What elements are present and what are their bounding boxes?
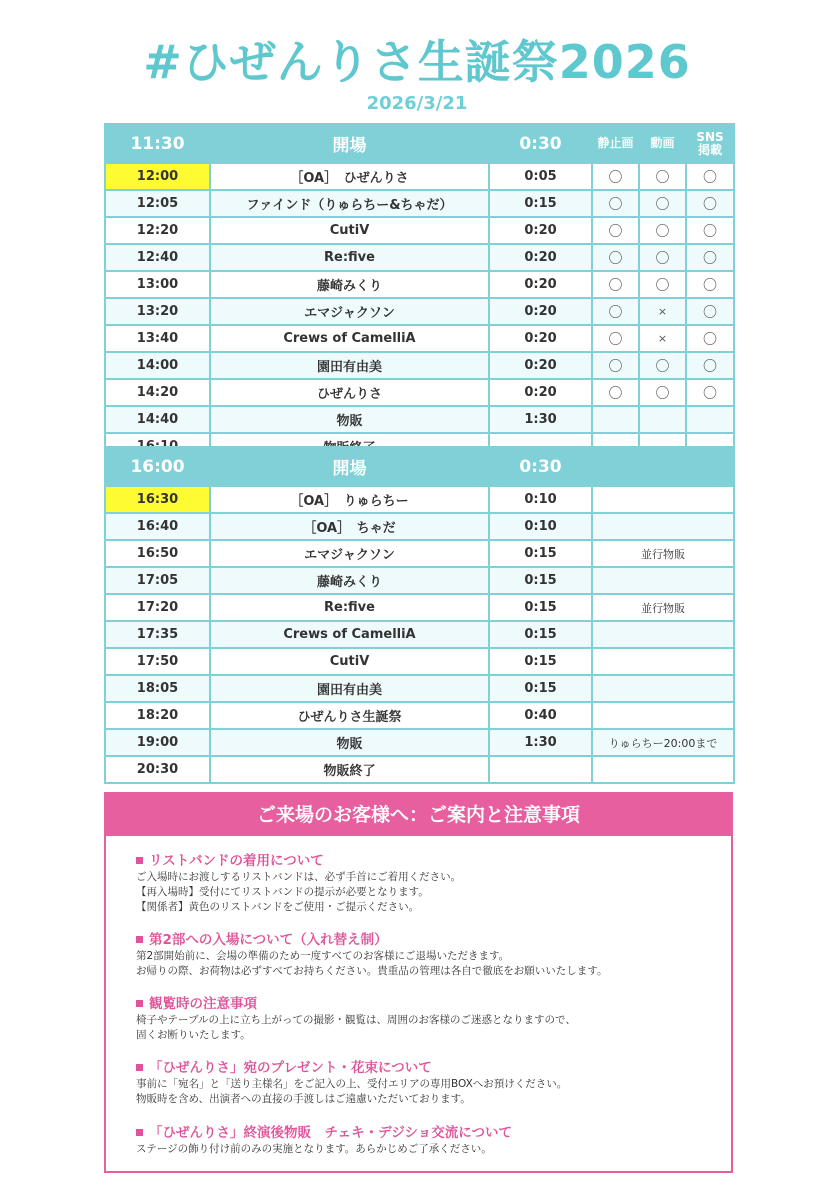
slot-time: 20:30: [105, 756, 210, 783]
slot-time: 13:40: [105, 325, 210, 352]
slot-still: 〇: [592, 163, 639, 190]
notice-section-title: 「ひぜんりさ」宛のプレゼント・花束について: [136, 1059, 726, 1077]
slot-video: 〇: [639, 190, 686, 217]
slot-duration: 0:20: [489, 325, 592, 352]
slot-note: [592, 513, 734, 540]
slot-act: エマジャクソン: [210, 298, 489, 325]
slot-duration: 0:10: [489, 486, 592, 513]
slot-still: 〇: [592, 217, 639, 244]
slot-act: 物販終了: [210, 756, 489, 783]
event-date: 2026/3/21: [366, 93, 468, 114]
slot-time: 12:00: [105, 163, 210, 190]
table-row: [105, 486, 734, 513]
slot-still: [592, 406, 639, 433]
slot-act: 物販: [210, 406, 489, 433]
table-row: [105, 702, 734, 729]
slot-sns: 〇: [686, 271, 734, 298]
doors-label: 開場: [210, 447, 489, 486]
part1-timetable: [104, 123, 735, 461]
slot-duration: 0:15: [489, 675, 592, 702]
slot-duration: 0:15: [489, 648, 592, 675]
slot-video: ×: [639, 298, 686, 325]
slot-still: 〇: [592, 244, 639, 271]
header-blank: [592, 447, 734, 486]
square-bullet-icon: [136, 936, 143, 943]
slot-note: 並行物販: [592, 594, 734, 621]
slot-act: 藤崎みくり: [210, 567, 489, 594]
slot-duration: 1:30: [489, 406, 592, 433]
slot-act: エマジャクソン: [210, 540, 489, 567]
notice-line: 【関係者】黄色のリストバンドをご使用・ご提示ください。: [136, 901, 420, 913]
doors-time: 11:30: [105, 124, 210, 163]
slot-duration: 0:20: [489, 298, 592, 325]
slot-act: ファインド（りゅらちー&ちゃだ）: [210, 190, 489, 217]
slot-time: 14:20: [105, 379, 210, 406]
notice-box: [104, 792, 733, 1173]
table-row: [105, 163, 734, 190]
slot-note: [592, 486, 734, 513]
slot-duration: 0:20: [489, 379, 592, 406]
notice-section-title: 観覧時の注意事項: [136, 995, 726, 1013]
table-row: [105, 271, 734, 298]
slot-act: 園田有由美: [210, 675, 489, 702]
slot-act: Crews of CamelliA: [210, 621, 489, 648]
slot-sns: 〇: [686, 379, 734, 406]
col-video: 動画: [639, 124, 686, 163]
doors-time: 16:00: [105, 447, 210, 486]
slot-note: [592, 675, 734, 702]
table-row: [105, 217, 734, 244]
slot-note: [592, 621, 734, 648]
slot-still: 〇: [592, 325, 639, 352]
slot-duration: 0:20: [489, 217, 592, 244]
slot-sns: 〇: [686, 244, 734, 271]
table-row: [105, 621, 734, 648]
notice-line: 椅子やテーブルの上に立ち上がっての撮影・観覧は、周囲のお客様のご迷惑となりますので、: [136, 1014, 576, 1026]
slot-note: [592, 702, 734, 729]
slot-time: 16:30: [105, 486, 210, 513]
slot-time: 12:05: [105, 190, 210, 217]
slot-duration: 1:30: [489, 729, 592, 756]
part1-header-row: [105, 124, 734, 163]
part2-timetable: [104, 446, 735, 784]
slot-note: [592, 756, 734, 783]
square-bullet-icon: [136, 1000, 143, 1007]
slot-sns: [686, 406, 734, 433]
notice-section-title: リストバンドの着用について: [136, 852, 726, 870]
slot-time: 13:00: [105, 271, 210, 298]
notice-section: [136, 1059, 726, 1107]
doors-duration: 0:30: [489, 447, 592, 486]
slot-act: ひぜんりさ: [210, 379, 489, 406]
notice-section: [136, 995, 726, 1043]
table-row: [105, 756, 734, 783]
part2-header-row: [105, 447, 734, 486]
table-row: [105, 325, 734, 352]
col-still-photo: 静止画: [592, 124, 639, 163]
slot-sns: 〇: [686, 325, 734, 352]
notice-line: 事前に「宛名」と「送り主様名」をご記入の上、受付エリアの専用BOXへお預けください。: [136, 1078, 568, 1090]
slot-video: 〇: [639, 271, 686, 298]
slot-act: CutiV: [210, 648, 489, 675]
table-row: [105, 567, 734, 594]
slot-act: ［OA］ りゅらちー: [210, 486, 489, 513]
slot-duration: 0:10: [489, 513, 592, 540]
slot-still: 〇: [592, 298, 639, 325]
slot-duration: 0:15: [489, 190, 592, 217]
slot-video: 〇: [639, 217, 686, 244]
doors-duration: 0:30: [489, 124, 592, 163]
slot-duration: 0:15: [489, 540, 592, 567]
slot-still: 〇: [592, 190, 639, 217]
notice-line: ご入場時にお渡しするリストバンドは、必ず手首にご着用ください。: [136, 871, 462, 883]
slot-note: [592, 648, 734, 675]
slot-video: 〇: [639, 163, 686, 190]
slot-duration: 0:15: [489, 567, 592, 594]
slot-duration: 0:15: [489, 594, 592, 621]
slot-note: [592, 567, 734, 594]
table-row: [105, 244, 734, 271]
slot-still: 〇: [592, 379, 639, 406]
slot-still: 〇: [592, 271, 639, 298]
notice-section-title: 「ひぜんりさ」終演後物販 チェキ・デジショ交流について: [136, 1124, 726, 1142]
notice-line: お帰りの際、お荷物は必ずすべてお持ちください。貴重品の管理は各自で徹底をお願いいたします。: [136, 965, 608, 977]
slot-time: 18:05: [105, 675, 210, 702]
slot-video: 〇: [639, 379, 686, 406]
slot-act: 園田有由美: [210, 352, 489, 379]
slot-time: 14:00: [105, 352, 210, 379]
slot-time: 18:20: [105, 702, 210, 729]
notice-section-title: 第2部への入場について（入れ替え制）: [136, 931, 726, 949]
slot-time: 13:20: [105, 298, 210, 325]
slot-time: 14:40: [105, 406, 210, 433]
slot-duration: 0:05: [489, 163, 592, 190]
slot-act: 藤崎みくり: [210, 271, 489, 298]
table-row: [105, 729, 734, 756]
slot-video: 〇: [639, 244, 686, 271]
notice-line: 第2部開始前に、会場の準備のため一度すべてのお客様にご退場いただきます。: [136, 950, 510, 962]
slot-act: ［OA］ ちゃだ: [210, 513, 489, 540]
slot-still: 〇: [592, 352, 639, 379]
slot-video: 〇: [639, 352, 686, 379]
slot-duration: 0:40: [489, 702, 592, 729]
slot-sns: 〇: [686, 298, 734, 325]
slot-time: 17:05: [105, 567, 210, 594]
slot-note: 並行物販: [592, 540, 734, 567]
slot-time: 16:40: [105, 513, 210, 540]
slot-time: 17:20: [105, 594, 210, 621]
notice-line: ステージの飾り付け前のみの実施となります。あらかじめご了承ください。: [136, 1143, 492, 1155]
notice-section: [136, 852, 726, 915]
slot-act: ［OA］ ひぜんりさ: [210, 163, 489, 190]
slot-time: 17:35: [105, 621, 210, 648]
slot-duration: 0:15: [489, 621, 592, 648]
slot-sns: 〇: [686, 217, 734, 244]
slot-sns: 〇: [686, 190, 734, 217]
slot-time: 12:20: [105, 217, 210, 244]
slot-time: 19:00: [105, 729, 210, 756]
slot-act: Re:five: [210, 244, 489, 271]
slot-act: Crews of CamelliA: [210, 325, 489, 352]
notice-line: 固くお断りいたします。: [136, 1029, 251, 1041]
notice-section: [136, 931, 726, 979]
notice-title: ご来場のお客様へ：ご案内と注意事項: [106, 794, 731, 836]
slot-video: [639, 406, 686, 433]
table-row: [105, 675, 734, 702]
col-sns: SNS 掲載: [686, 124, 734, 163]
table-row: [105, 352, 734, 379]
table-row: [105, 406, 734, 433]
square-bullet-icon: [136, 1129, 143, 1136]
table-row: [105, 513, 734, 540]
square-bullet-icon: [136, 857, 143, 864]
slot-time: 16:50: [105, 540, 210, 567]
page-title: #ひぜんりさ生誕祭2026: [143, 35, 691, 89]
slot-sns: 〇: [686, 352, 734, 379]
slot-note: りゅらちー20:00まで: [592, 729, 734, 756]
table-row: [105, 379, 734, 406]
slot-time: 12:40: [105, 244, 210, 271]
slot-act: ひぜんりさ生誕祭: [210, 702, 489, 729]
table-row: [105, 540, 734, 567]
slot-time: 17:50: [105, 648, 210, 675]
slot-act: 物販: [210, 729, 489, 756]
slot-video: ×: [639, 325, 686, 352]
table-row: [105, 298, 734, 325]
slot-duration: 0:20: [489, 352, 592, 379]
table-row: [105, 648, 734, 675]
slot-sns: 〇: [686, 163, 734, 190]
square-bullet-icon: [136, 1064, 143, 1071]
notice-line: 物販時を含め、出演者への直接の手渡しはご遠慮いただいております。: [136, 1093, 471, 1105]
table-row: [105, 190, 734, 217]
slot-duration: [489, 756, 592, 783]
table-row: [105, 594, 734, 621]
notice-section: [136, 1124, 726, 1157]
notice-line: 【再入場時】受付にてリストバンドの提示が必要となります。: [136, 886, 429, 898]
slot-duration: 0:20: [489, 271, 592, 298]
slot-act: Re:five: [210, 594, 489, 621]
slot-act: CutiV: [210, 217, 489, 244]
doors-label: 開場: [210, 124, 489, 163]
slot-duration: 0:20: [489, 244, 592, 271]
